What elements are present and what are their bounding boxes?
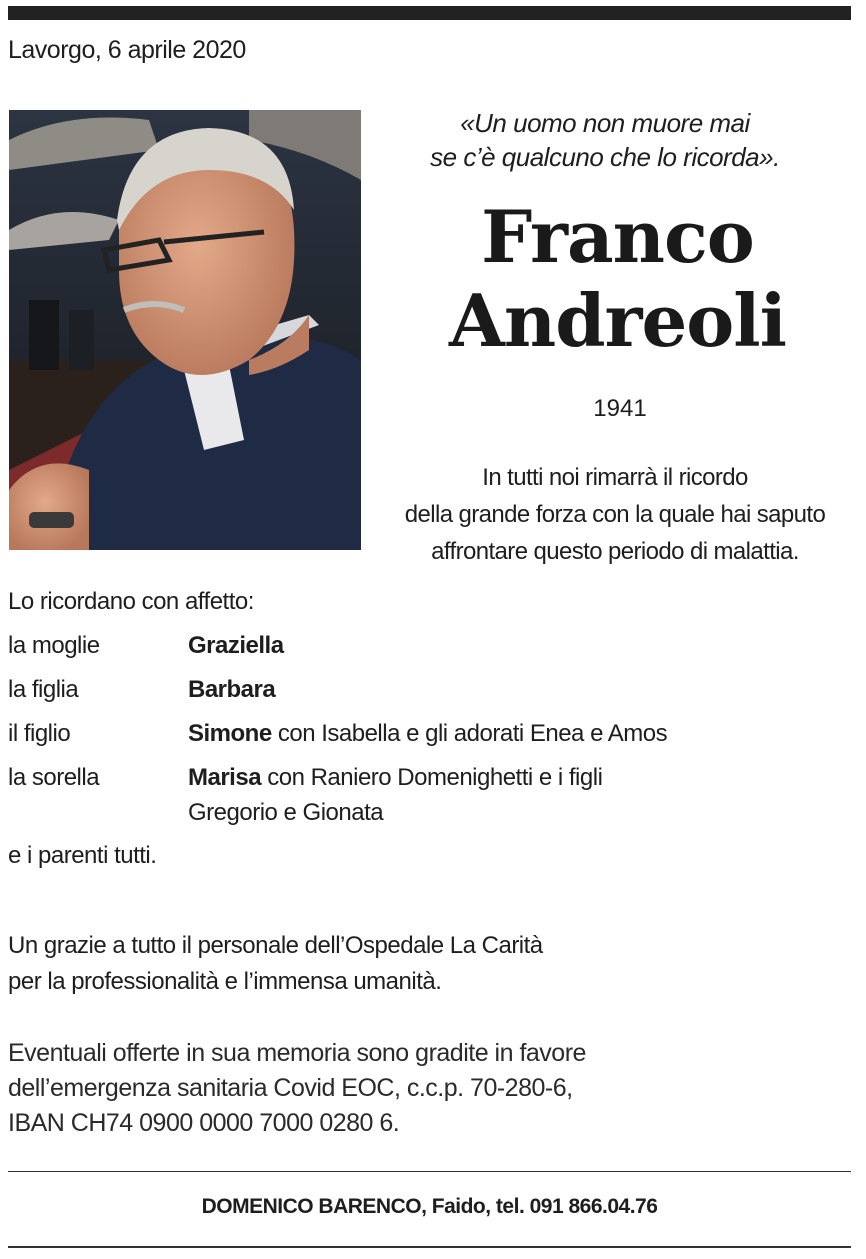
member-name: Graziella <box>188 632 284 659</box>
relation-label: il figlio <box>8 720 71 747</box>
divider <box>8 1246 851 1248</box>
last-name: Andreoli <box>448 278 787 363</box>
message-line-3: affrontare questo periodo di malattia. <box>431 538 799 565</box>
thanks-line-2: per la professionalità e l’immensa umanità. <box>8 968 442 995</box>
offers-line-2: dell’emergenza sanitaria Covid EOC, c.c.p. 70-280-6, <box>8 1074 573 1102</box>
family-row <box>8 760 848 830</box>
funeral-home-footer: DOMENICO BARENCO, Faido, tel. 091 866.04.76 <box>201 1195 658 1218</box>
place-date: Lavorgo, 6 aprile 2020 <box>8 36 246 64</box>
message-line-2: della grande forza con la quale hai saputo <box>404 501 826 528</box>
family-intro: Lo ricordano con affetto: <box>8 588 254 615</box>
divider <box>8 1171 851 1172</box>
member-name: Simone <box>188 720 272 747</box>
family-row <box>8 628 848 663</box>
quote-line-2: se c’è qualcuno che lo ricorda». <box>430 142 780 172</box>
relation-label: la moglie <box>8 632 100 659</box>
donation-note <box>8 1036 586 1141</box>
quote-line-1: «Un uomo non muore mai <box>460 108 750 138</box>
message-line-1: In tutti noi rimarrà il ricordo <box>482 464 748 491</box>
portrait-photo <box>9 110 361 550</box>
member-detail-continuation: Gregorio e Gionata <box>188 799 384 826</box>
member-name: Barbara <box>188 676 276 703</box>
thanks-line-1: Un grazie a tutto il personale dell’Ospedale La Carità <box>8 932 543 959</box>
offers-line-3: IBAN CH74 0900 0000 7000 0280 6. <box>8 1109 400 1137</box>
relation-label: la figlia <box>8 676 79 703</box>
memorial-quote <box>380 106 830 174</box>
member-name: Marisa <box>188 764 262 791</box>
relatives-closing: e i parenti tutti. <box>8 842 157 869</box>
relation-label: la sorella <box>8 764 100 791</box>
member-detail: con Isabella e gli adorati Enea e Amos <box>271 720 668 747</box>
thanks-note <box>8 928 543 1000</box>
memorial-message <box>370 459 860 570</box>
deceased-name <box>380 195 855 363</box>
first-name: Franco <box>481 194 754 279</box>
member-detail: con Raniero Domenighetti e i figli <box>261 764 603 791</box>
family-row <box>8 672 848 707</box>
family-list <box>8 628 848 839</box>
birth-year: 1941 <box>593 395 647 422</box>
top-rule <box>8 6 851 20</box>
offers-line-1: Eventuali offerte in sua memoria sono gradite in favore <box>8 1039 586 1067</box>
family-row <box>8 716 848 751</box>
